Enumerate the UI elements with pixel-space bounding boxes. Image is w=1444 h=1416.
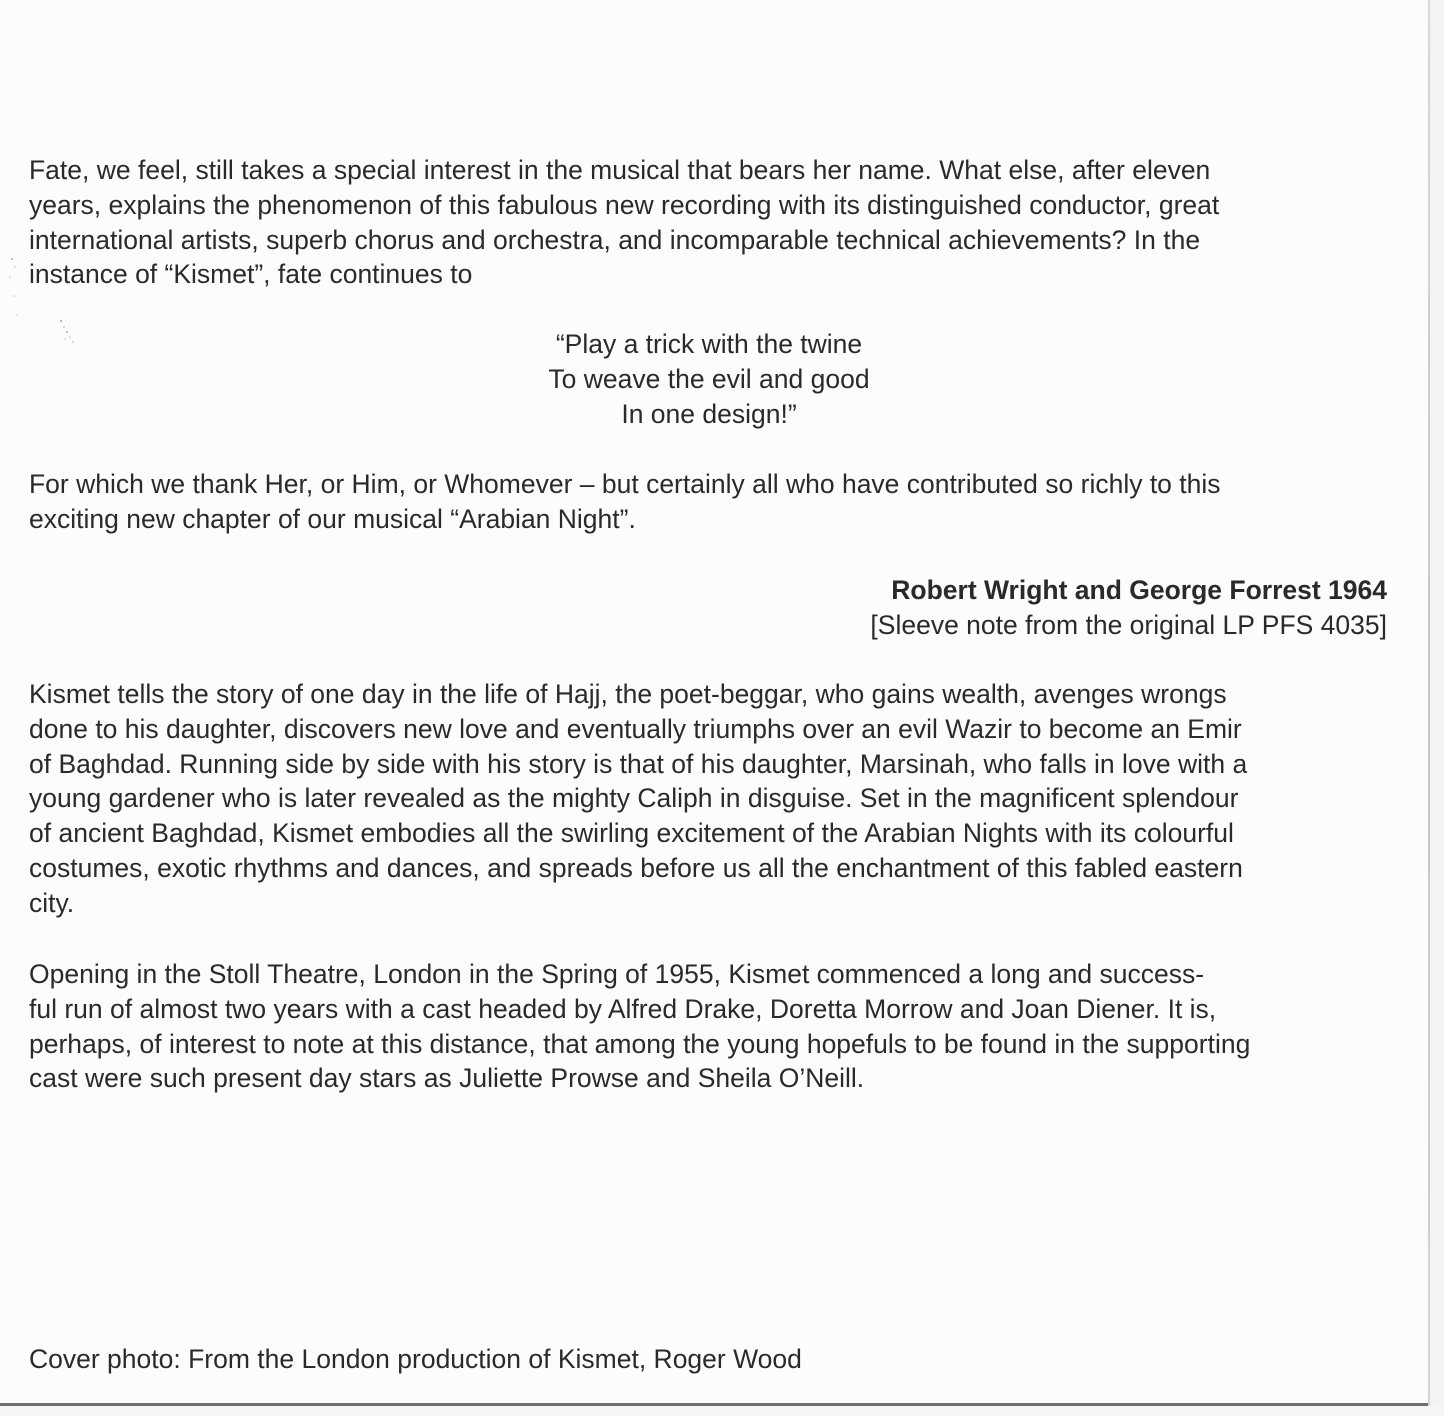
lyric-line: To weave the evil and good [548,363,870,394]
intro-line: Fate, we feel, still takes a special interest in the musical that bears her name. What else, after eleven [29,155,1211,185]
story-line: city. [29,887,75,918]
signature-block [870,573,1387,643]
story-line: of Baghdad. Running side by side with his story is that of his daughter, Marsinah, who falls in love with a [29,748,1248,779]
thanks-paragraph [29,467,1381,537]
signature-source: [Sleeve note from the original LP PFS 4035] [870,609,1387,640]
history-line: ful run of almost two years with a cast headed by Alfred Drake, Doretta Morrow and Joan Diener. It is, [29,993,1217,1024]
history-line: perhaps, of interest to note at this distance, that among the young hopefuls to be found in the supporting [29,1028,1251,1059]
history-line: cast were such present day stars as Juliette Prowse and Sheila O’Neill. [29,1063,865,1094]
thanks-line: For which we thank Her, or Him, or Whomever – but certainly all who have contributed so richly to this [29,469,1221,499]
thanks-line: exciting new chapter of our musical “Arabian Night”. [29,503,636,534]
page-margin-bottom [0,1406,1444,1416]
story-line: costumes, exotic rhythms and dances, and spreads before us all the enchantment of this fabled eastern [29,852,1243,883]
intro-line: instance of “Kismet”, fate continues to [29,259,473,290]
page-edge-right [1428,0,1430,1416]
page-margin-right [1430,0,1444,1416]
lyric-line: In one design!” [621,398,797,429]
story-line: of ancient Baghdad, Kismet embodies all the swirling excitement of the Arabian Nights with its colourful [29,818,1234,849]
story-paragraph [29,677,1381,921]
story-line: young gardener who is later revealed as the mighty Caliph in disguise. Set in the magnificent splendour [29,783,1239,814]
page-edge-bottom [0,1403,1428,1406]
credit-line: Cover photo: From the London production of Kismet, Roger Wood [29,1344,802,1374]
history-paragraph [29,957,1381,1096]
intro-line: international artists, superb chorus and orchestra, and incomparable technical achievements? In the [29,224,1201,255]
story-line: done to his daughter, discovers new love and eventually triumphs over an evil Wazir to become an Emir [29,713,1242,744]
signature-authors: Robert Wright and George Forrest 1964 [891,575,1387,605]
intro-paragraph [29,153,1381,292]
cover-photo-credit [29,1342,1381,1377]
lyric-quote [380,327,1038,431]
story-line: Kismet tells the story of one day in the life of Hajj, the poet-beggar, who gains wealth, avenges wrongs [29,679,1227,709]
intro-line: years, explains the phenomenon of this fabulous new recording with its distinguished conductor, great [29,189,1220,220]
history-line: Opening in the Stoll Theatre, London in the Spring of 1955, Kismet commenced a long and success- [29,959,1205,989]
lyric-line: “Play a trick with the twine [555,329,863,359]
